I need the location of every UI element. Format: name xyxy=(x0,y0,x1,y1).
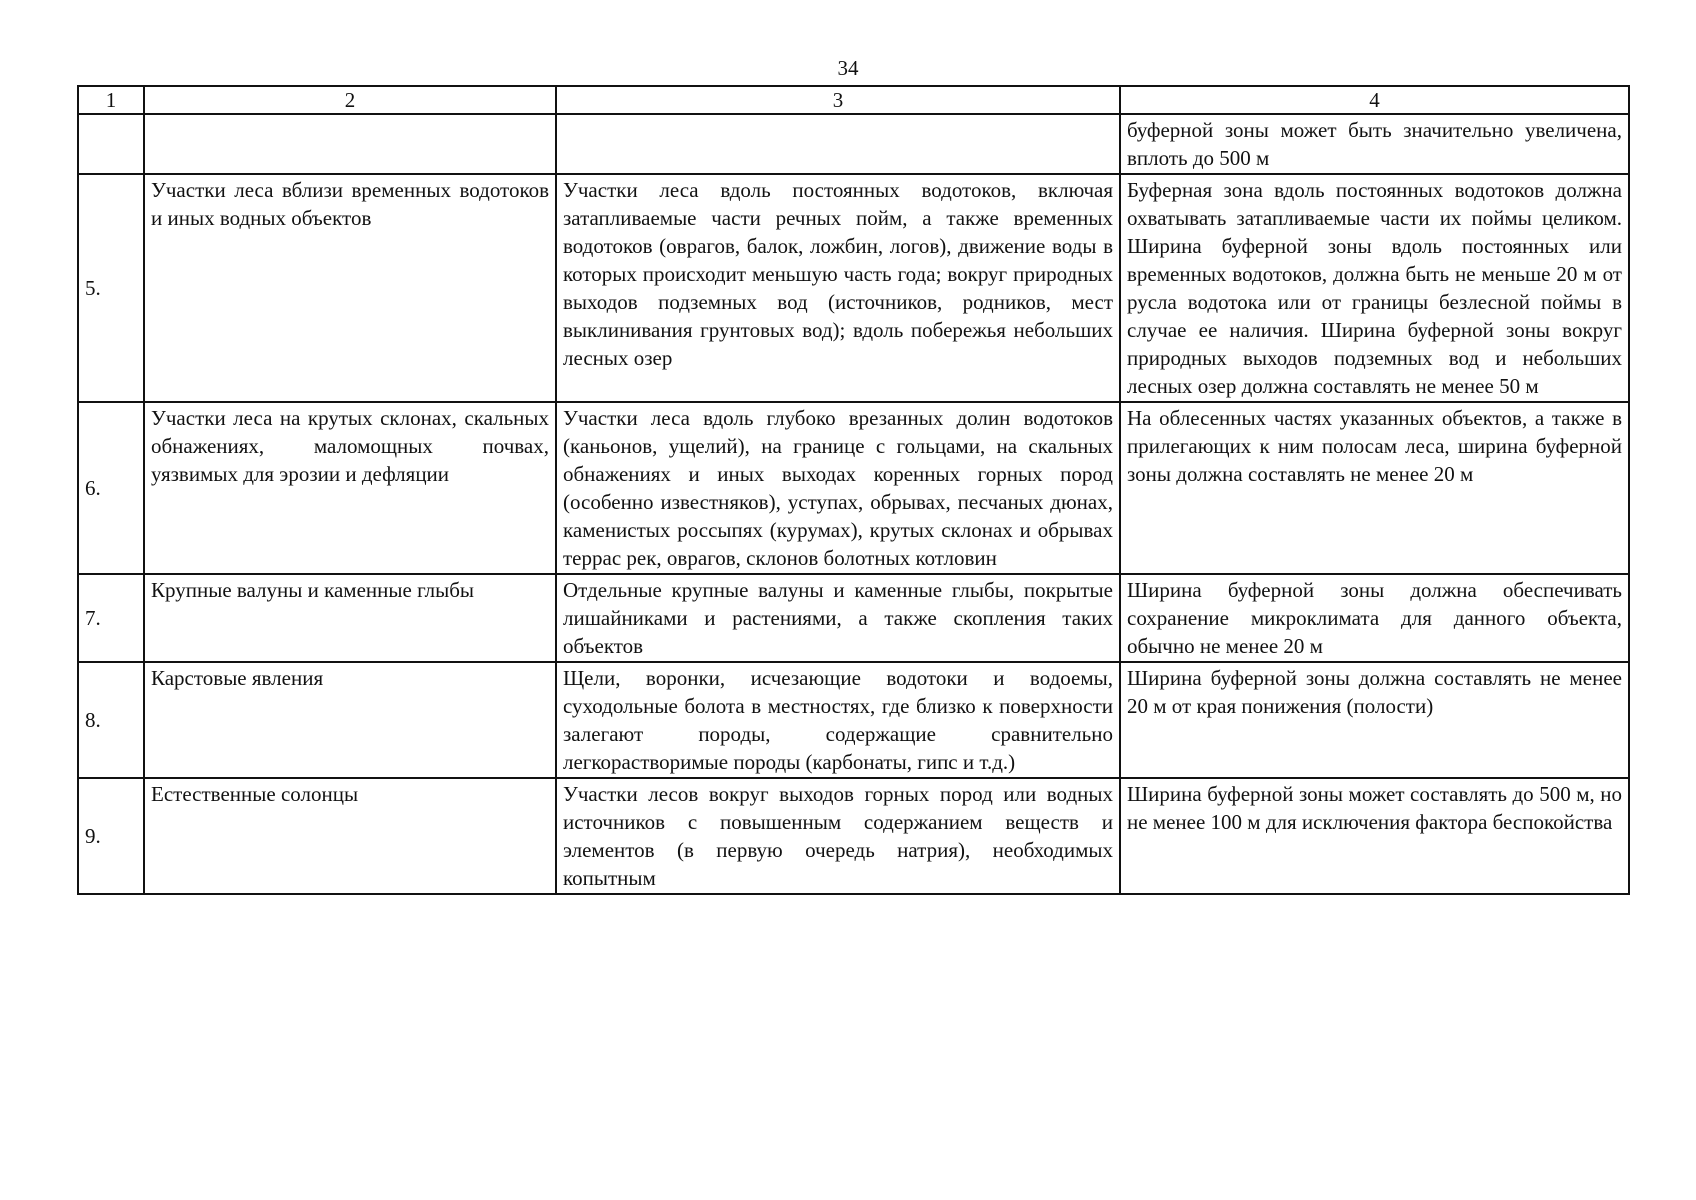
table-row xyxy=(78,174,1629,402)
buffer-cell: Ширина буферной зоны может составлять до 500 м, но не менее 100 м для исключения фактора беспокойства xyxy=(1120,778,1629,894)
row-number: 5. xyxy=(78,174,144,402)
table-row xyxy=(78,574,1629,662)
buffer-cell: Буферная зона вдоль постоянных водотоков должна охватывать затапливаемые части их поймы целиком. Ширина буферной зоны вдоль постоянных или временных водотоков, должна быть не меньше 20 м от русла водотока или от границы безлесной поймы в случае ее наличия. Ширина буферной зоны вокруг природных выходов подземных вод и небольших лесных озер должна составлять не менее 50 м xyxy=(1120,174,1629,402)
row-number: 7. xyxy=(78,574,144,662)
table-row xyxy=(78,114,1629,174)
object-cell: Участки леса вблизи временных водотоков и иных водных объектов xyxy=(144,174,556,402)
description-cell: Щели, воронки, исчезающие водотоки и водоемы, суходольные болота в местностях, где близко к поверхности залегают породы, содержащие сравнительно легкорастворимые породы (карбонаты, гипс и т.д.) xyxy=(556,662,1120,778)
buffer-cell: Ширина буферной зоны должна составлять не менее 20 м от края понижения (полости) xyxy=(1120,662,1629,778)
row-number xyxy=(78,114,144,174)
row-number: 9. xyxy=(78,778,144,894)
page-number: 34 xyxy=(837,56,859,80)
buffer-zone-table xyxy=(77,85,1630,895)
buffer-cell: Ширина буферной зоны должна обеспечивать сохранение микроклимата для данного объекта, обычно не менее 20 м xyxy=(1120,574,1629,662)
column-header-3: 3 xyxy=(556,86,1120,114)
column-header-1: 1 xyxy=(78,86,144,114)
object-cell: Естественные солонцы xyxy=(144,778,556,894)
column-header-2: 2 xyxy=(144,86,556,114)
table-row xyxy=(78,778,1629,894)
row-number: 6. xyxy=(78,402,144,574)
description-cell xyxy=(556,114,1120,174)
row-number: 8. xyxy=(78,662,144,778)
object-cell: Карстовые явления xyxy=(144,662,556,778)
object-cell xyxy=(144,114,556,174)
description-cell: Отдельные крупные валуны и каменные глыбы, покрытые лишайниками и растениями, а также скопления таких объектов xyxy=(556,574,1120,662)
object-cell: Участки леса на крутых склонах, скальных обнажениях, маломощных почвах, уязвимых для эрозии и дефляции xyxy=(144,402,556,574)
description-cell: Участки леса вдоль постоянных водотоков, включая затапливаемые части речных пойм, а также временных водотоков (оврагов, балок, ложбин, логов), движение воды в которых происходит меньшую часть года; вокруг природных выходов подземных вод (источников, родников, мест выклинивания грунтовых вод); вдоль побережья небольших лесных озер xyxy=(556,174,1120,402)
description-cell: Участки лесов вокруг выходов горных пород или водных источников с повышенным содержанием веществ и элементов (в первую очередь натрия), необходимых копытным xyxy=(556,778,1120,894)
table-row xyxy=(78,402,1629,574)
description-cell: Участки леса вдоль глубоко врезанных долин водотоков (каньонов, ущелий), на границе с гольцами, на скальных обнажениях и иных выходах коренных горных пород (особенно известняков), уступах, обрывах, песчаных дюнах, каменистых россыпях (курумах), крутых склонах и обрывах террас рек, оврагов, склонов болотных котловин xyxy=(556,402,1120,574)
table-row xyxy=(78,662,1629,778)
column-header-4: 4 xyxy=(1120,86,1629,114)
buffer-cell: На облесенных частях указанных объектов, а также в прилегающих к ним полосам леса, ширина буферной зоны должна составлять не менее 20 м xyxy=(1120,402,1629,574)
object-cell: Крупные валуны и каменные глыбы xyxy=(144,574,556,662)
buffer-cell: буферной зоны может быть значительно увеличена, вплоть до 500 м xyxy=(1120,114,1629,174)
table-header-row xyxy=(78,86,1629,114)
